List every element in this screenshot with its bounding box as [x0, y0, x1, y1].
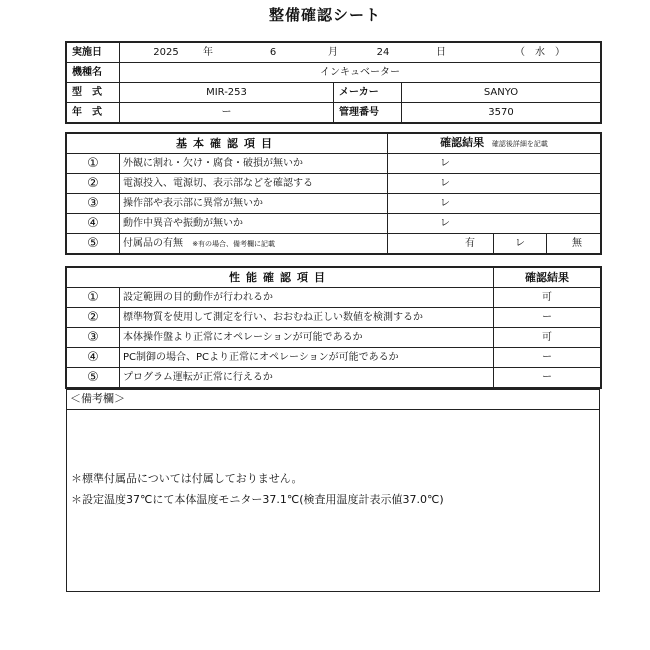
remark-line: ＊設定温度37℃にて本体温度モニター37.1℃(検査用温度計表示値37.0℃): [71, 493, 444, 506]
row-result: レ: [388, 214, 601, 234]
accessory-no: 無: [547, 234, 601, 254]
model-value: MIR-253: [120, 83, 334, 103]
year-value: ー: [120, 103, 334, 123]
type-value: インキュベーター: [120, 63, 601, 83]
row-text: 動作中異音や振動が無いか: [120, 214, 388, 234]
row-number: ⑤: [67, 368, 120, 388]
performance-check-table: [66, 267, 601, 388]
page-title: 整備確認シート: [268, 6, 381, 24]
row-result: 可: [494, 288, 601, 308]
row-number: ④: [67, 214, 120, 234]
table-row: [67, 368, 601, 388]
basic-header: 基本確認項目: [67, 134, 388, 154]
row-text: 本体操作盤より正常にオペレーションが可能であるか: [120, 328, 494, 348]
performance-result-header: 確認結果: [494, 268, 601, 288]
year-label: 年 式: [67, 103, 120, 123]
row-number: ①: [67, 154, 120, 174]
date-year-unit: 年: [203, 46, 213, 58]
row-number: ②: [67, 308, 120, 328]
model-label: 型 式: [67, 83, 120, 103]
date-label: 実施日: [67, 43, 120, 63]
row-number: ②: [67, 174, 120, 194]
mgmt-value: 3570: [402, 103, 601, 123]
date-month: 6: [269, 46, 277, 58]
row-result: ー: [494, 308, 601, 328]
row-result: 可: [494, 328, 601, 348]
remarks-header: ＜備考欄＞: [67, 390, 599, 410]
date-day-unit: 日: [436, 46, 446, 58]
maker-label: メーカー: [334, 83, 402, 103]
weekday: 水: [535, 46, 545, 58]
date-month-unit: 月: [328, 46, 338, 58]
row-text: プログラム運転が正常に行えるか: [120, 368, 494, 388]
row-result: レ: [388, 154, 601, 174]
table-row: [67, 348, 601, 368]
basic-result-label: 確認結果: [440, 136, 485, 149]
basic-result-header: [388, 134, 601, 154]
row-result: ー: [494, 348, 601, 368]
performance-header: 性能確認項目: [67, 268, 494, 288]
remark-line: ＊標準付属品については付属しておりません。: [71, 472, 303, 485]
row-text: 操作部や表示部に異常が無いか: [120, 194, 388, 214]
row-text: PC制御の場合、PCより正常にオペレーションが可能であるか: [120, 348, 494, 368]
row-text: 電源投入、電源切、表示部などを確認する: [120, 174, 388, 194]
row-text: 外観に割れ・欠け・腐食・破損が無いか: [120, 154, 388, 174]
row-number: ③: [67, 328, 120, 348]
date-day: 24: [376, 46, 390, 58]
info-table: [66, 42, 601, 123]
row-text: 設定範囲の目的動作が行われるか: [120, 288, 494, 308]
table-row: [67, 174, 601, 194]
basic-check-table: [66, 133, 601, 254]
table-row: [67, 154, 601, 174]
mgmt-label: 管理番号: [334, 103, 402, 123]
accessory-yes: 有: [388, 234, 494, 254]
row-number: ④: [67, 348, 120, 368]
row-number: ⑤: [67, 234, 120, 254]
remarks-box: [66, 389, 600, 592]
maker-value: SANYO: [402, 83, 601, 103]
row-result: レ: [388, 174, 601, 194]
type-label: 機種名: [67, 63, 120, 83]
table-row: [67, 308, 601, 328]
accessory-note: ※有の場合、備考欄に記載: [192, 239, 276, 248]
date-year: 2025: [153, 46, 179, 58]
accessory-text: 付属品の有無: [123, 237, 183, 249]
table-row: [67, 288, 601, 308]
accessory-mark: レ: [494, 234, 547, 254]
basic-result-note: 確認後詳細を記載: [491, 140, 548, 148]
table-row: [67, 234, 601, 254]
table-row: [67, 194, 601, 214]
row-text: 標準物質を使用して測定を行い、おおむね正しい数値を検測するか: [120, 308, 494, 328]
row-text: [120, 234, 388, 254]
weekday-close: ）: [555, 46, 565, 58]
row-result: ー: [494, 368, 601, 388]
table-row: [67, 214, 601, 234]
weekday-open: （: [515, 46, 525, 58]
date-value: [120, 43, 601, 63]
row-result: レ: [388, 194, 601, 214]
table-row: [67, 328, 601, 348]
row-number: ①: [67, 288, 120, 308]
row-number: ③: [67, 194, 120, 214]
